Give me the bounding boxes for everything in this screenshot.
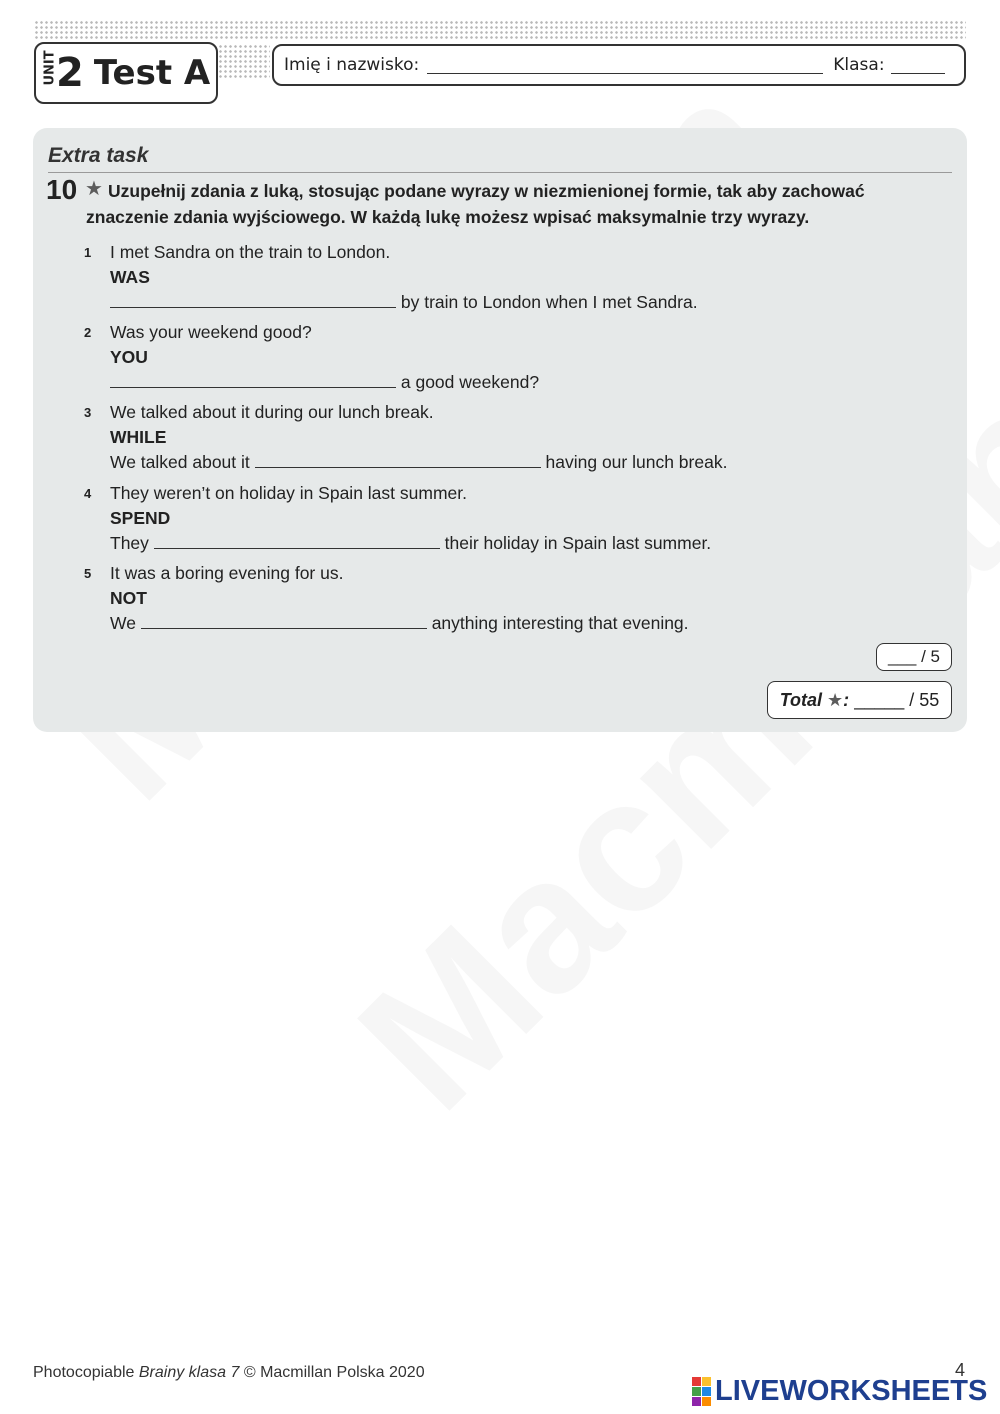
name-input-line[interactable] (427, 57, 823, 74)
page-number: 4 (955, 1360, 966, 1380)
total-label: Total (779, 690, 823, 710)
exercise-item (84, 561, 944, 636)
answer-blank[interactable] (110, 370, 396, 388)
unit-label: UNIT (42, 49, 58, 85)
star-icon: ★ (85, 178, 103, 200)
item-sentence: Was your weekend good? (110, 322, 312, 342)
exercise-item (84, 240, 944, 315)
answer-blank[interactable] (141, 611, 427, 629)
item-before: We (110, 613, 136, 633)
item-after: having our lunch break. (545, 452, 728, 472)
section-title: Extra task (48, 144, 952, 173)
item-after: anything interesting that evening. (431, 613, 689, 633)
score-blank[interactable]: ___ (887, 647, 917, 666)
footer-prefix: Photocopiable (33, 1364, 135, 1381)
exercise-item (84, 400, 944, 475)
logo-square (692, 1377, 701, 1386)
item-keyword: YOU (110, 347, 148, 367)
item-sentence: It was a boring evening for us. (110, 563, 344, 583)
score-max: / 5 (921, 647, 940, 666)
class-input-line[interactable] (891, 57, 945, 74)
logo-text: LIVEWORKSHEETS (715, 1375, 988, 1407)
answer-blank[interactable] (154, 531, 440, 549)
logo-square (702, 1387, 711, 1396)
footer-book: Brainy klasa 7 (138, 1364, 240, 1381)
logo-square (702, 1377, 711, 1386)
item-keyword: WAS (110, 267, 150, 287)
item-after: their holiday in Spain last summer. (444, 533, 712, 553)
name-label: Imię i nazwisko: (284, 55, 420, 75)
item-number: 4 (84, 486, 92, 501)
item-before: They (110, 533, 149, 553)
total-blank[interactable]: _____ (854, 690, 905, 710)
item-after: a good weekend? (400, 372, 540, 392)
student-info-box (272, 44, 966, 86)
answer-blank[interactable] (255, 450, 541, 468)
item-number: 2 (84, 325, 92, 340)
item-number: 3 (84, 405, 92, 420)
logo-square (692, 1387, 701, 1396)
exercise-item (84, 481, 944, 556)
logo-squares-icon (692, 1377, 711, 1406)
item-number: 5 (84, 566, 92, 581)
dotted-band-mid (218, 44, 270, 78)
item-before: We talked about it (110, 452, 250, 472)
total-score-box (767, 681, 952, 719)
task-instruction: Uzupełnij zdania z luką, stosując podane wyrazy w niezmienionej formie, tak aby zachować znaczenie zdania wyjściowego. W każdą lukę możesz wpisać maksymalnie trzy wyrazy. (86, 181, 865, 227)
logo-square (702, 1397, 711, 1406)
task-score-box (876, 643, 952, 671)
exercise-item (84, 320, 944, 395)
dotted-band-top (34, 20, 966, 40)
item-keyword: NOT (110, 588, 147, 608)
unit-badge (34, 42, 218, 104)
footer-copyright: © Macmillan Polska 2020 (243, 1364, 425, 1381)
item-number: 1 (84, 245, 92, 260)
item-sentence: They weren’t on holiday in Spain last summer. (110, 483, 467, 503)
total-star-icon: ★ (827, 690, 844, 710)
liveworksheets-logo[interactable] (692, 1375, 987, 1408)
item-keyword: SPEND (110, 508, 171, 528)
item-sentence: I met Sandra on the train to London. (110, 242, 391, 262)
item-sentence: We talked about it during our lunch break. (110, 402, 434, 422)
item-after: by train to London when I met Sandra. (400, 292, 698, 312)
item-keyword: WHILE (110, 427, 167, 447)
unit-number: 2 (56, 50, 84, 96)
class-label: Klasa: (833, 55, 885, 75)
test-title: Test A (93, 53, 211, 93)
total-colon: : (843, 690, 850, 710)
footer-text (33, 1364, 425, 1382)
logo-square (692, 1397, 701, 1406)
answer-blank[interactable] (110, 290, 396, 308)
total-max: / 55 (909, 690, 940, 710)
task-number: 10 (46, 174, 78, 205)
